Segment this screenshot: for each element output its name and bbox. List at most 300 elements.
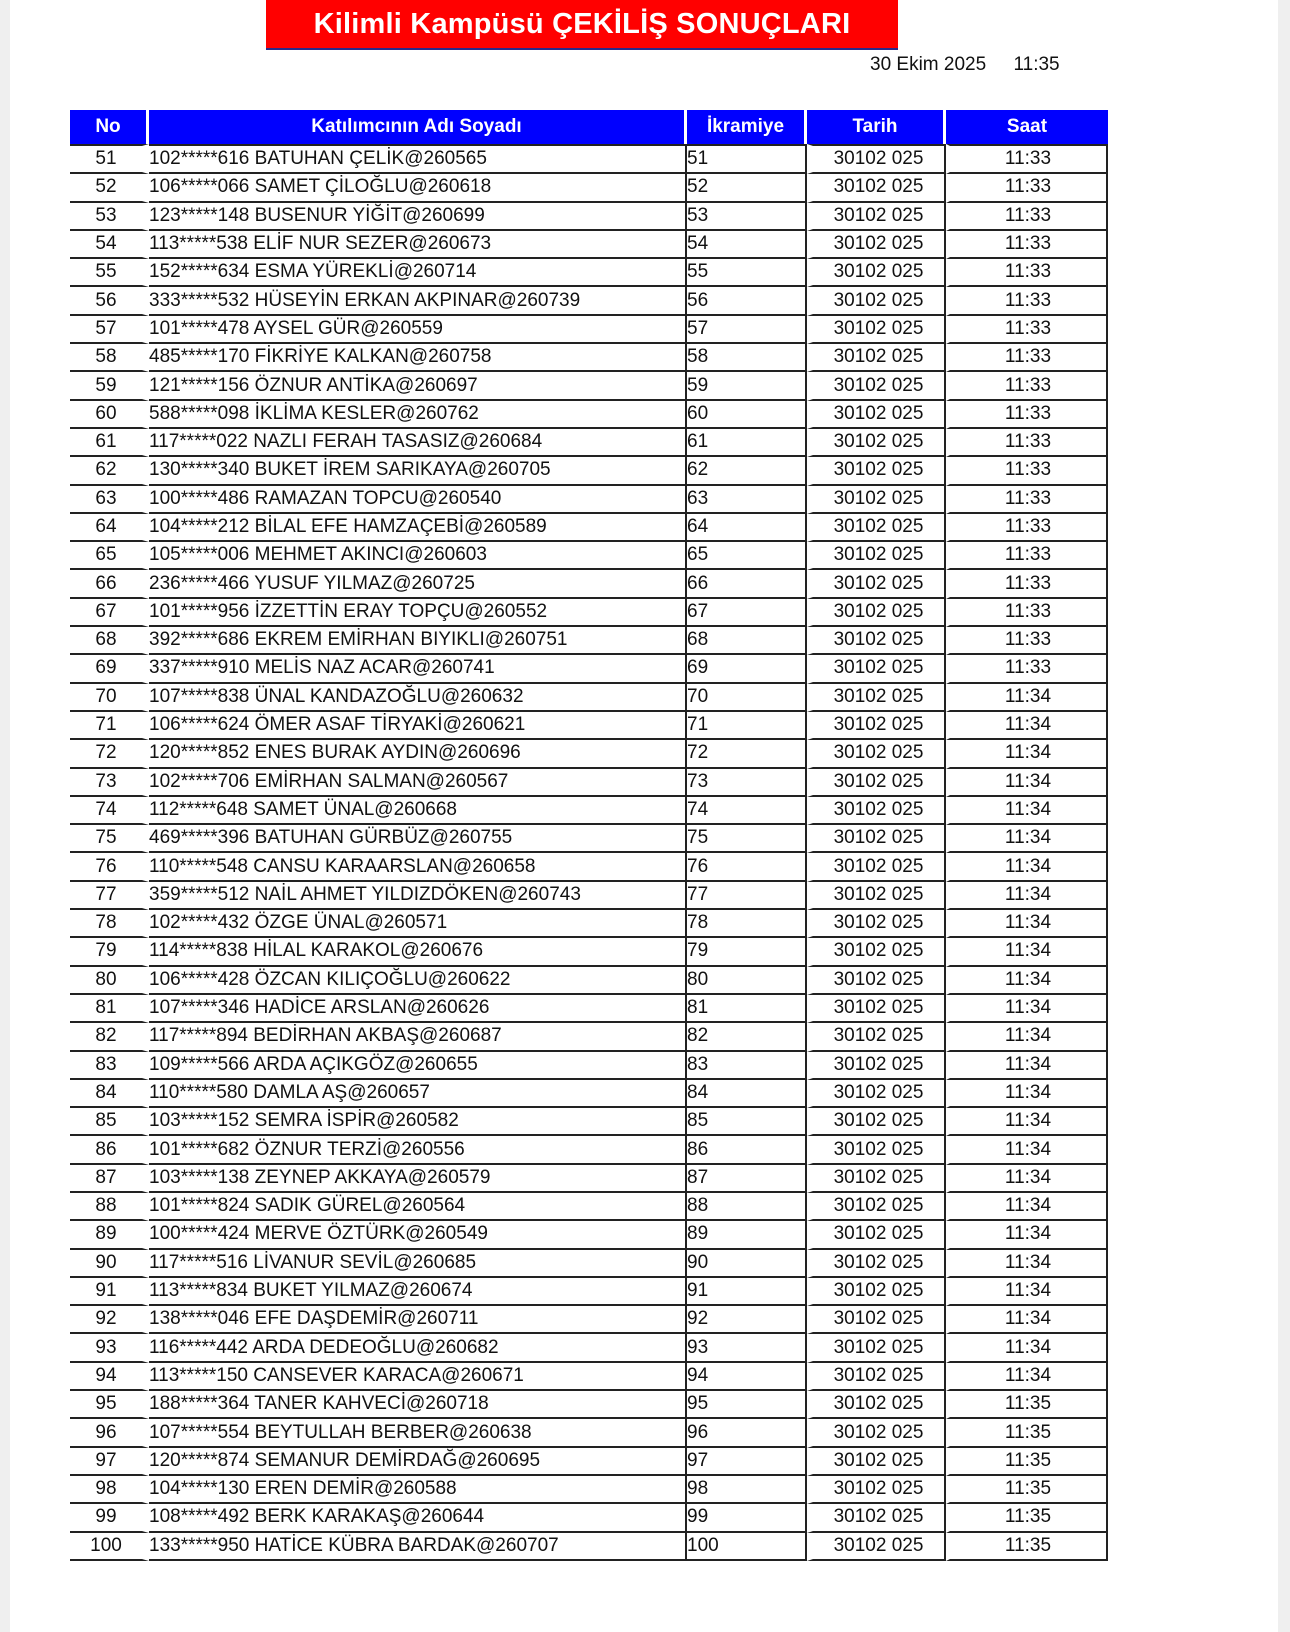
table-row: [70, 1250, 1108, 1278]
participant-name: 138*****046 EFE DAŞDEMİR@260711: [149, 1306, 687, 1334]
draw-time-cell: 11:33: [946, 231, 1108, 259]
draw-time-cell: 11:33: [946, 429, 1108, 457]
table-row: [70, 1504, 1108, 1532]
draw-date-cell: 30102 025: [807, 1363, 946, 1391]
draw-time-cell: 11:33: [946, 316, 1108, 344]
prize-number: 53: [687, 203, 807, 231]
prize-number: 69: [687, 655, 807, 683]
participant-name: 113*****150 CANSEVER KARACA@260671: [149, 1363, 687, 1391]
row-number: 97: [70, 1448, 149, 1476]
row-number: 75: [70, 825, 149, 853]
prize-number: 75: [687, 825, 807, 853]
participant-name: 103*****138 ZEYNEP AKKAYA@260579: [149, 1165, 687, 1193]
row-number: 88: [70, 1193, 149, 1221]
prize-number: 93: [687, 1334, 807, 1362]
table-row: [70, 231, 1108, 259]
participant-name: 117*****022 NAZLI FERAH TASASIZ@260684: [149, 429, 687, 457]
row-number: 62: [70, 457, 149, 485]
prize-number: 77: [687, 882, 807, 910]
row-number: 80: [70, 967, 149, 995]
prize-number: 64: [687, 514, 807, 542]
row-number: 51: [70, 144, 149, 174]
draw-date-cell: 30102 025: [807, 1165, 946, 1193]
prize-number: 65: [687, 542, 807, 570]
draw-time-cell: 11:34: [946, 1221, 1108, 1249]
draw-date-cell: 30102 025: [807, 1023, 946, 1051]
table-row: [70, 1023, 1108, 1051]
results-table-body: [70, 144, 1108, 1561]
prize-number: 79: [687, 938, 807, 966]
draw-date-cell: 30102 025: [807, 797, 946, 825]
prize-number: 97: [687, 1448, 807, 1476]
draw-date-cell: 30102 025: [807, 542, 946, 570]
draw-time-cell: 11:33: [946, 372, 1108, 400]
draw-time-cell: 11:34: [946, 712, 1108, 740]
header-no: No: [70, 110, 149, 144]
prize-number: 90: [687, 1250, 807, 1278]
table-row: [70, 769, 1108, 797]
row-number: 63: [70, 486, 149, 514]
draw-time-cell: 11:34: [946, 1250, 1108, 1278]
draw-time: 11:35: [1013, 54, 1060, 75]
draw-time-cell: 11:34: [946, 1108, 1108, 1136]
row-number: 96: [70, 1419, 149, 1447]
row-number: 89: [70, 1221, 149, 1249]
table-row: [70, 1363, 1108, 1391]
table-row: [70, 514, 1108, 542]
prize-number: 85: [687, 1108, 807, 1136]
row-number: 59: [70, 372, 149, 400]
table-row: [70, 655, 1108, 683]
draw-date-cell: 30102 025: [807, 287, 946, 315]
draw-date-cell: 30102 025: [807, 1221, 946, 1249]
draw-date-cell: 30102 025: [807, 514, 946, 542]
row-number: 73: [70, 769, 149, 797]
participant-name: 100*****424 MERVE ÖZTÜRK@260549: [149, 1221, 687, 1249]
row-number: 70: [70, 684, 149, 712]
draw-date-cell: 30102 025: [807, 684, 946, 712]
draw-date-cell: 30102 025: [807, 1250, 946, 1278]
row-number: 68: [70, 627, 149, 655]
draw-date-cell: 30102 025: [807, 429, 946, 457]
prize-number: 74: [687, 797, 807, 825]
draw-time-cell: 11:33: [946, 627, 1108, 655]
prize-number: 91: [687, 1278, 807, 1306]
draw-date-cell: 30102 025: [807, 627, 946, 655]
draw-date-cell: 30102 025: [807, 1419, 946, 1447]
draw-date-cell: 30102 025: [807, 967, 946, 995]
participant-name: 101*****478 AYSEL GÜR@260559: [149, 316, 687, 344]
row-number: 71: [70, 712, 149, 740]
participant-name: 107*****554 BEYTULLAH BERBER@260638: [149, 1419, 687, 1447]
prize-number: 86: [687, 1136, 807, 1164]
draw-date-cell: 30102 025: [807, 316, 946, 344]
header-time: Saat: [946, 110, 1108, 144]
date-time-line: [870, 54, 1060, 76]
participant-name: 102*****706 EMİRHAN SALMAN@260567: [149, 769, 687, 797]
table-row: [70, 853, 1108, 881]
draw-time-cell: 11:34: [946, 910, 1108, 938]
prize-number: 60: [687, 401, 807, 429]
table-row: [70, 1306, 1108, 1334]
row-number: 84: [70, 1080, 149, 1108]
draw-time-cell: 11:33: [946, 203, 1108, 231]
participant-name: 110*****548 CANSU KARAARSLAN@260658: [149, 853, 687, 881]
participant-name: 106*****428 ÖZCAN KILIÇOĞLU@260622: [149, 967, 687, 995]
prize-number: 96: [687, 1419, 807, 1447]
row-number: 54: [70, 231, 149, 259]
draw-time-cell: 11:33: [946, 486, 1108, 514]
table-row: [70, 287, 1108, 315]
participant-name: 485*****170 FİKRİYE KALKAN@260758: [149, 344, 687, 372]
table-row: [70, 825, 1108, 853]
participant-name: 120*****852 ENES BURAK AYDIN@260696: [149, 740, 687, 768]
draw-date-cell: 30102 025: [807, 174, 946, 202]
draw-time-cell: 11:34: [946, 967, 1108, 995]
row-number: 98: [70, 1476, 149, 1504]
table-row: [70, 995, 1108, 1023]
draw-date-cell: 30102 025: [807, 1476, 946, 1504]
participant-name: 133*****950 HATİCE KÜBRA BARDAK@260707: [149, 1533, 687, 1561]
title-banner: [266, 0, 898, 50]
participant-name: 107*****838 ÜNAL KANDAZOĞLU@260632: [149, 684, 687, 712]
prize-number: 51: [687, 144, 807, 174]
prize-number: 83: [687, 1052, 807, 1080]
draw-time-cell: 11:34: [946, 1080, 1108, 1108]
draw-date-cell: 30102 025: [807, 401, 946, 429]
prize-number: 58: [687, 344, 807, 372]
row-number: 99: [70, 1504, 149, 1532]
row-number: 57: [70, 316, 149, 344]
row-number: 85: [70, 1108, 149, 1136]
participant-name: 110*****580 DAMLA AŞ@260657: [149, 1080, 687, 1108]
table-header-row: [70, 110, 1108, 144]
prize-number: 95: [687, 1391, 807, 1419]
prize-number: 68: [687, 627, 807, 655]
draw-time-cell: 11:34: [946, 1193, 1108, 1221]
participant-name: 101*****956 İZZETTİN ERAY TOPÇU@260552: [149, 599, 687, 627]
prize-number: 66: [687, 570, 807, 598]
table-row: [70, 1533, 1108, 1561]
table-row: [70, 1278, 1108, 1306]
draw-date-cell: 30102 025: [807, 599, 946, 627]
row-number: 56: [70, 287, 149, 315]
prize-number: 78: [687, 910, 807, 938]
prize-number: 92: [687, 1306, 807, 1334]
draw-time-cell: 11:34: [946, 1136, 1108, 1164]
table-row: [70, 1419, 1108, 1447]
row-number: 58: [70, 344, 149, 372]
row-number: 64: [70, 514, 149, 542]
page-frame-left: [0, 0, 10, 1632]
prize-number: 76: [687, 853, 807, 881]
table-row: [70, 316, 1108, 344]
row-number: 90: [70, 1250, 149, 1278]
table-row: [70, 203, 1108, 231]
participant-name: 104*****130 EREN DEMİR@260588: [149, 1476, 687, 1504]
draw-date-cell: 30102 025: [807, 344, 946, 372]
table-row: [70, 1476, 1108, 1504]
draw-time-cell: 11:33: [946, 655, 1108, 683]
prize-number: 55: [687, 259, 807, 287]
row-number: 100: [70, 1533, 149, 1561]
row-number: 65: [70, 542, 149, 570]
table-row: [70, 882, 1108, 910]
participant-name: 114*****838 HİLAL KARAKOL@260676: [149, 938, 687, 966]
row-number: 94: [70, 1363, 149, 1391]
draw-time-cell: 11:34: [946, 1306, 1108, 1334]
row-number: 53: [70, 203, 149, 231]
table-row: [70, 627, 1108, 655]
participant-name: 236*****466 YUSUF YILMAZ@260725: [149, 570, 687, 598]
draw-time-cell: 11:34: [946, 1052, 1108, 1080]
row-number: 81: [70, 995, 149, 1023]
draw-time-cell: 11:35: [946, 1448, 1108, 1476]
table-row: [70, 570, 1108, 598]
draw-date-cell: 30102 025: [807, 231, 946, 259]
draw-time-cell: 11:34: [946, 1334, 1108, 1362]
row-number: 74: [70, 797, 149, 825]
participant-name: 101*****824 SADIK GÜREL@260564: [149, 1193, 687, 1221]
draw-date-cell: 30102 025: [807, 740, 946, 768]
table-row: [70, 1193, 1108, 1221]
row-number: 66: [70, 570, 149, 598]
participant-name: 469*****396 BATUHAN GÜRBÜZ@260755: [149, 825, 687, 853]
prize-number: 80: [687, 967, 807, 995]
participant-name: 188*****364 TANER KAHVECİ@260718: [149, 1391, 687, 1419]
draw-time-cell: 11:34: [946, 769, 1108, 797]
participant-name: 117*****894 BEDİRHAN AKBAŞ@260687: [149, 1023, 687, 1051]
table-row: [70, 1052, 1108, 1080]
participant-name: 333*****532 HÜSEYİN ERKAN AKPINAR@260739: [149, 287, 687, 315]
prize-number: 94: [687, 1363, 807, 1391]
table-row: [70, 486, 1108, 514]
draw-date-cell: 30102 025: [807, 1080, 946, 1108]
table-row: [70, 1136, 1108, 1164]
draw-date-cell: 30102 025: [807, 769, 946, 797]
prize-number: 52: [687, 174, 807, 202]
draw-time-cell: 11:33: [946, 287, 1108, 315]
draw-time-cell: 11:34: [946, 825, 1108, 853]
results-table: [70, 110, 1108, 1561]
draw-date-cell: 30102 025: [807, 486, 946, 514]
table-row: [70, 599, 1108, 627]
participant-name: 121*****156 ÖZNUR ANTİKA@260697: [149, 372, 687, 400]
table-row: [70, 684, 1108, 712]
draw-date: 30 Ekim 2025: [870, 54, 987, 75]
row-number: 55: [70, 259, 149, 287]
draw-time-cell: 11:33: [946, 174, 1108, 202]
draw-date-cell: 30102 025: [807, 938, 946, 966]
table-row: [70, 1448, 1108, 1476]
draw-date-cell: 30102 025: [807, 1334, 946, 1362]
table-row: [70, 174, 1108, 202]
table-row: [70, 967, 1108, 995]
draw-time-cell: 11:33: [946, 144, 1108, 174]
prize-number: 56: [687, 287, 807, 315]
table-row: [70, 542, 1108, 570]
row-number: 87: [70, 1165, 149, 1193]
draw-date-cell: 30102 025: [807, 1052, 946, 1080]
participant-name: 112*****648 SAMET ÜNAL@260668: [149, 797, 687, 825]
row-number: 61: [70, 429, 149, 457]
draw-time-cell: 11:34: [946, 740, 1108, 768]
table-row: [70, 344, 1108, 372]
draw-date-cell: 30102 025: [807, 1391, 946, 1419]
table-row: [70, 797, 1108, 825]
row-number: 72: [70, 740, 149, 768]
draw-time-cell: 11:35: [946, 1391, 1108, 1419]
draw-time-cell: 11:35: [946, 1419, 1108, 1447]
row-number: 52: [70, 174, 149, 202]
draw-time-cell: 11:33: [946, 457, 1108, 485]
participant-name: 588*****098 İKLİMA KESLER@260762: [149, 401, 687, 429]
prize-number: 63: [687, 486, 807, 514]
draw-time-cell: 11:34: [946, 797, 1108, 825]
row-number: 82: [70, 1023, 149, 1051]
row-number: 69: [70, 655, 149, 683]
participant-name: 359*****512 NAİL AHMET YILDIZDÖKEN@260743: [149, 882, 687, 910]
draw-time-cell: 11:34: [946, 1165, 1108, 1193]
draw-time-cell: 11:34: [946, 1363, 1108, 1391]
draw-date-cell: 30102 025: [807, 1193, 946, 1221]
participant-name: 106*****066 SAMET ÇİLOĞLU@260618: [149, 174, 687, 202]
prize-number: 59: [687, 372, 807, 400]
participant-name: 152*****634 ESMA YÜREKLİ@260714: [149, 259, 687, 287]
row-number: 76: [70, 853, 149, 881]
table-row: [70, 712, 1108, 740]
participant-name: 100*****486 RAMAZAN TOPCU@260540: [149, 486, 687, 514]
prize-number: 81: [687, 995, 807, 1023]
prize-number: 54: [687, 231, 807, 259]
draw-time-cell: 11:35: [946, 1476, 1108, 1504]
table-row: [70, 1391, 1108, 1419]
draw-date-cell: 30102 025: [807, 910, 946, 938]
draw-date-cell: 30102 025: [807, 570, 946, 598]
draw-date-cell: 30102 025: [807, 1448, 946, 1476]
prize-number: 100: [687, 1533, 807, 1561]
table-row: [70, 938, 1108, 966]
draw-date-cell: 30102 025: [807, 259, 946, 287]
table-row: [70, 1080, 1108, 1108]
prize-number: 88: [687, 1193, 807, 1221]
prize-number: 84: [687, 1080, 807, 1108]
table-row: [70, 144, 1108, 174]
draw-date-cell: 30102 025: [807, 1533, 946, 1561]
draw-time-cell: 11:34: [946, 684, 1108, 712]
prize-number: 57: [687, 316, 807, 344]
participant-name: 116*****442 ARDA DEDEOĞLU@260682: [149, 1334, 687, 1362]
participant-name: 108*****492 BERK KARAKAŞ@260644: [149, 1504, 687, 1532]
page-title: Kilimli Kampüsü ÇEKİLİŞ SONUÇLARI: [313, 7, 851, 40]
participant-name: 102*****616 BATUHAN ÇELİK@260565: [149, 144, 687, 174]
draw-date-cell: 30102 025: [807, 853, 946, 881]
draw-time-cell: 11:34: [946, 1023, 1108, 1051]
table-row: [70, 910, 1108, 938]
table-row: [70, 372, 1108, 400]
draw-time-cell: 11:33: [946, 514, 1108, 542]
draw-date-cell: 30102 025: [807, 1504, 946, 1532]
prize-number: 71: [687, 712, 807, 740]
prize-number: 82: [687, 1023, 807, 1051]
draw-date-cell: 30102 025: [807, 1278, 946, 1306]
draw-date-cell: 30102 025: [807, 1306, 946, 1334]
draw-date-cell: 30102 025: [807, 372, 946, 400]
draw-time-cell: 11:34: [946, 995, 1108, 1023]
draw-date-cell: 30102 025: [807, 144, 946, 174]
draw-time-cell: 11:34: [946, 1278, 1108, 1306]
table-row: [70, 740, 1108, 768]
participant-name: 107*****346 HADİCE ARSLAN@260626: [149, 995, 687, 1023]
prize-number: 89: [687, 1221, 807, 1249]
participant-name: 103*****152 SEMRA İSPİR@260582: [149, 1108, 687, 1136]
header-prize: İkramiye: [687, 110, 807, 144]
draw-time-cell: 11:33: [946, 401, 1108, 429]
participant-name: 392*****686 EKREM EMİRHAN BIYIKLI@260751: [149, 627, 687, 655]
row-number: 67: [70, 599, 149, 627]
draw-date-cell: 30102 025: [807, 1108, 946, 1136]
participant-name: 117*****516 LİVANUR SEVİL@260685: [149, 1250, 687, 1278]
draw-time-cell: 11:33: [946, 599, 1108, 627]
row-number: 86: [70, 1136, 149, 1164]
header-participant-name: Katılımcının Adı Soyadı: [149, 110, 687, 144]
draw-time-cell: 11:33: [946, 259, 1108, 287]
table-row: [70, 1108, 1108, 1136]
prize-number: 99: [687, 1504, 807, 1532]
draw-date-cell: 30102 025: [807, 1136, 946, 1164]
draw-time-cell: 11:33: [946, 570, 1108, 598]
participant-name: 106*****624 ÖMER ASAF TİRYAKİ@260621: [149, 712, 687, 740]
prize-number: 70: [687, 684, 807, 712]
participant-name: 109*****566 ARDA AÇIKGÖZ@260655: [149, 1052, 687, 1080]
draw-time-cell: 11:34: [946, 938, 1108, 966]
row-number: 91: [70, 1278, 149, 1306]
participant-name: 120*****874 SEMANUR DEMİRDAĞ@260695: [149, 1448, 687, 1476]
participant-name: 113*****538 ELİF NUR SEZER@260673: [149, 231, 687, 259]
prize-number: 98: [687, 1476, 807, 1504]
row-number: 93: [70, 1334, 149, 1362]
row-number: 83: [70, 1052, 149, 1080]
draw-date-cell: 30102 025: [807, 712, 946, 740]
table-row: [70, 259, 1108, 287]
prize-number: 72: [687, 740, 807, 768]
row-number: 79: [70, 938, 149, 966]
table-row: [70, 1165, 1108, 1193]
table-row: [70, 401, 1108, 429]
participant-name: 337*****910 MELİS NAZ ACAR@260741: [149, 655, 687, 683]
participant-name: 130*****340 BUKET İREM SARIKAYA@260705: [149, 457, 687, 485]
participant-name: 102*****432 ÖZGE ÜNAL@260571: [149, 910, 687, 938]
row-number: 77: [70, 882, 149, 910]
draw-date-cell: 30102 025: [807, 882, 946, 910]
row-number: 78: [70, 910, 149, 938]
prize-number: 61: [687, 429, 807, 457]
draw-time-cell: 11:33: [946, 344, 1108, 372]
draw-time-cell: 11:34: [946, 882, 1108, 910]
participant-name: 101*****682 ÖZNUR TERZİ@260556: [149, 1136, 687, 1164]
participant-name: 104*****212 BİLAL EFE HAMZAÇEBİ@260589: [149, 514, 687, 542]
draw-time-cell: 11:34: [946, 853, 1108, 881]
table-row: [70, 1334, 1108, 1362]
draw-date-cell: 30102 025: [807, 457, 946, 485]
header-date: Tarih: [807, 110, 946, 144]
table-row: [70, 457, 1108, 485]
draw-date-cell: 30102 025: [807, 203, 946, 231]
participant-name: 113*****834 BUKET YILMAZ@260674: [149, 1278, 687, 1306]
row-number: 60: [70, 401, 149, 429]
row-number: 95: [70, 1391, 149, 1419]
participant-name: 105*****006 MEHMET AKINCI@260603: [149, 542, 687, 570]
